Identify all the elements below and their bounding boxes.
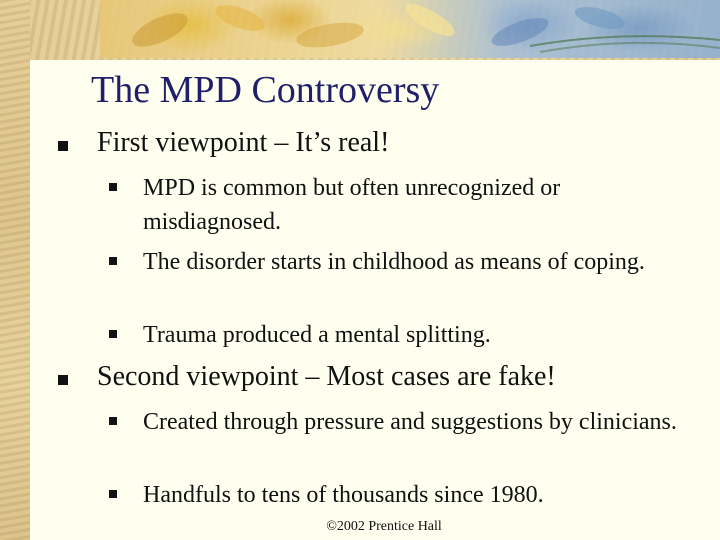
point-1-subpoint-1: MPD is common but often unrecognized or misdiagnosed. <box>143 175 561 235</box>
bullet-square-icon <box>58 141 68 151</box>
bullet-square-icon <box>109 490 117 498</box>
copyright-footer: ©2002 Prentice Hall <box>326 519 442 534</box>
point-1-text: First viewpoint – It’s real! <box>97 127 390 158</box>
bullet-square-icon <box>109 417 117 425</box>
point-2-subpoint-1: Created through pressure and suggestions by clinicians. <box>143 409 677 435</box>
point-2-subpoint-2: Handfuls to tens of thousands since 1980. <box>143 482 544 508</box>
point-2-text: Second viewpoint – Most cases are fake! <box>97 361 556 392</box>
banner-leaf-pattern <box>100 0 720 58</box>
point-1-subpoint-3: Trauma produced a mental splitting. <box>143 322 491 348</box>
point-1-subpoint-2: The disorder starts in childhood as means of coping. <box>143 249 645 275</box>
slide-title: The MPD Controversy <box>91 69 440 111</box>
decorative-texture-left <box>0 0 30 540</box>
bullet-square-icon <box>109 330 117 338</box>
bullet-square-icon <box>58 375 68 385</box>
bullet-square-icon <box>109 257 117 265</box>
bullet-square-icon <box>109 183 117 191</box>
decorative-banner-image <box>100 0 720 58</box>
